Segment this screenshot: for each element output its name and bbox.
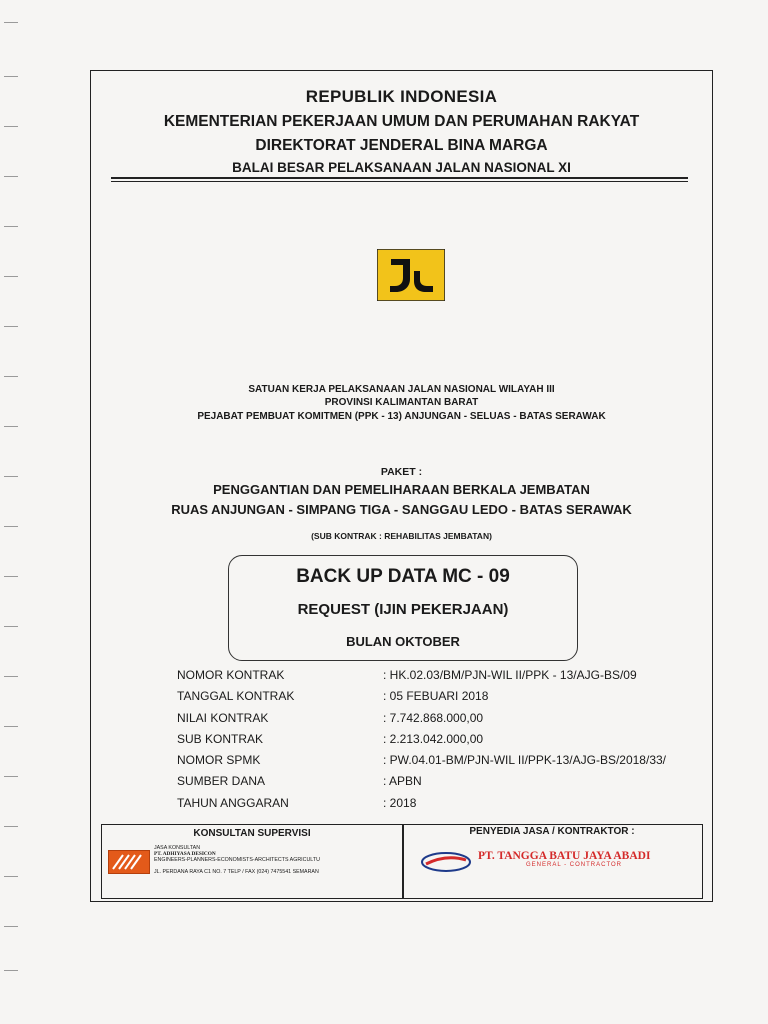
detail-row bbox=[177, 796, 707, 817]
detail-label: TANGGAL KONTRAK bbox=[177, 689, 295, 704]
kementerian-pupr-logo-icon bbox=[377, 249, 445, 301]
header-direktorat: DIREKTORAT JENDERAL BINA MARGA bbox=[255, 137, 548, 154]
kontraktor-name: PT. TANGGA BATU JAYA ABADI bbox=[478, 850, 651, 862]
document-cover-frame bbox=[90, 70, 713, 902]
detail-row bbox=[177, 711, 707, 732]
header-kementerian: KEMENTERIAN PEKERJAAN UMUM DAN PERUMAHAN RAKYAT bbox=[163, 113, 640, 130]
detail-row bbox=[177, 668, 707, 689]
sub-kontrak-note: (SUB KONTRAK : REHABILITAS JEMBATAN) bbox=[311, 531, 492, 541]
paket-line-2: RUAS ANJUNGAN - SIMPANG TIGA - SANGGAU LEDO - BATAS SERAWAK bbox=[171, 502, 632, 517]
detail-value: : 7.742.868.000,00 bbox=[383, 710, 484, 725]
document-title: BACK UP DATA MC - 09 bbox=[296, 566, 510, 587]
kontraktor-logo-icon bbox=[420, 850, 472, 874]
konsultan-address: JL. PERDANA RAYA C1 NO. 7 TELP / FAX (024) 7475541 SEMARAN bbox=[154, 869, 319, 875]
konsultan-line-3: ENGINEERS-PLANNERS-ECONOMISTS-ARCHITECTS AGRICULTU bbox=[154, 857, 320, 863]
detail-value: : PW.04.01-BM/PJN-WIL II/PPK-13/AJG-BS/2018/33/ bbox=[383, 753, 666, 768]
satker-line-2: PROVINSI KALIMANTAN BARAT bbox=[324, 397, 479, 408]
document-month: BULAN OKTOBER bbox=[346, 634, 460, 649]
satker-line-3: PEJABAT PEMBUAT KOMITMEN (PPK - 13) ANJUNGAN - SELUAS - BATAS SERAWAK bbox=[197, 411, 606, 422]
detail-label: NOMOR SPMK bbox=[177, 753, 261, 768]
title-box bbox=[228, 555, 578, 661]
kontraktor-title: PENYEDIA JASA / KONTRAKTOR : bbox=[469, 826, 635, 837]
detail-label: SUMBER DANA bbox=[177, 774, 266, 789]
detail-label: NILAI KONTRAK bbox=[177, 710, 269, 725]
konsultan-title: KONSULTAN SUPERVISI bbox=[193, 828, 311, 839]
detail-label: TAHUN ANGGARAN bbox=[177, 795, 289, 810]
binder-margin-marks bbox=[4, 0, 26, 1024]
header-rule-thick bbox=[111, 177, 688, 179]
header-balai: BALAI BESAR PELAKSANAAN JALAN NASIONAL XI bbox=[232, 160, 571, 175]
kontraktor-subtitle: GENERAL - CONTRACTOR bbox=[526, 862, 623, 868]
konsultan-line-2: PT. ADHIYASA DESICON bbox=[154, 851, 216, 857]
detail-row bbox=[177, 732, 707, 753]
detail-value: : 2.213.042.000,00 bbox=[383, 731, 484, 746]
paket-line-1: PENGGANTIAN DAN PEMELIHARAAN BERKALA JEMBATAN bbox=[213, 482, 590, 497]
detail-label: NOMOR KONTRAK bbox=[177, 668, 285, 682]
detail-value: : APBN bbox=[383, 774, 422, 789]
document-subtitle: REQUEST (IJIN PEKERJAAN) bbox=[297, 601, 509, 618]
detail-value: : 05 FEBUARI 2018 bbox=[383, 689, 489, 704]
contract-details bbox=[177, 668, 707, 817]
footer-signature-box bbox=[101, 824, 703, 899]
detail-row bbox=[177, 689, 707, 710]
paket-label: PAKET : bbox=[380, 466, 423, 478]
satker-line-1: SATUAN KERJA PELAKSANAAN JALAN NASIONAL WILAYAH III bbox=[248, 384, 555, 395]
detail-label: SUB KONTRAK bbox=[177, 731, 264, 746]
konsultan-logo-icon bbox=[108, 850, 150, 874]
konsultan-line-1: JASA KONSULTAN bbox=[154, 845, 201, 851]
header-republik: REPUBLIK INDONESIA bbox=[305, 87, 498, 106]
detail-value: : 2018 bbox=[383, 795, 417, 810]
detail-row bbox=[177, 753, 707, 774]
header-rule-thin bbox=[111, 181, 688, 182]
detail-row bbox=[177, 774, 707, 795]
detail-value: : HK.02.03/BM/PJN-WIL II/PPK - 13/AJG-BS/09 bbox=[383, 668, 637, 682]
